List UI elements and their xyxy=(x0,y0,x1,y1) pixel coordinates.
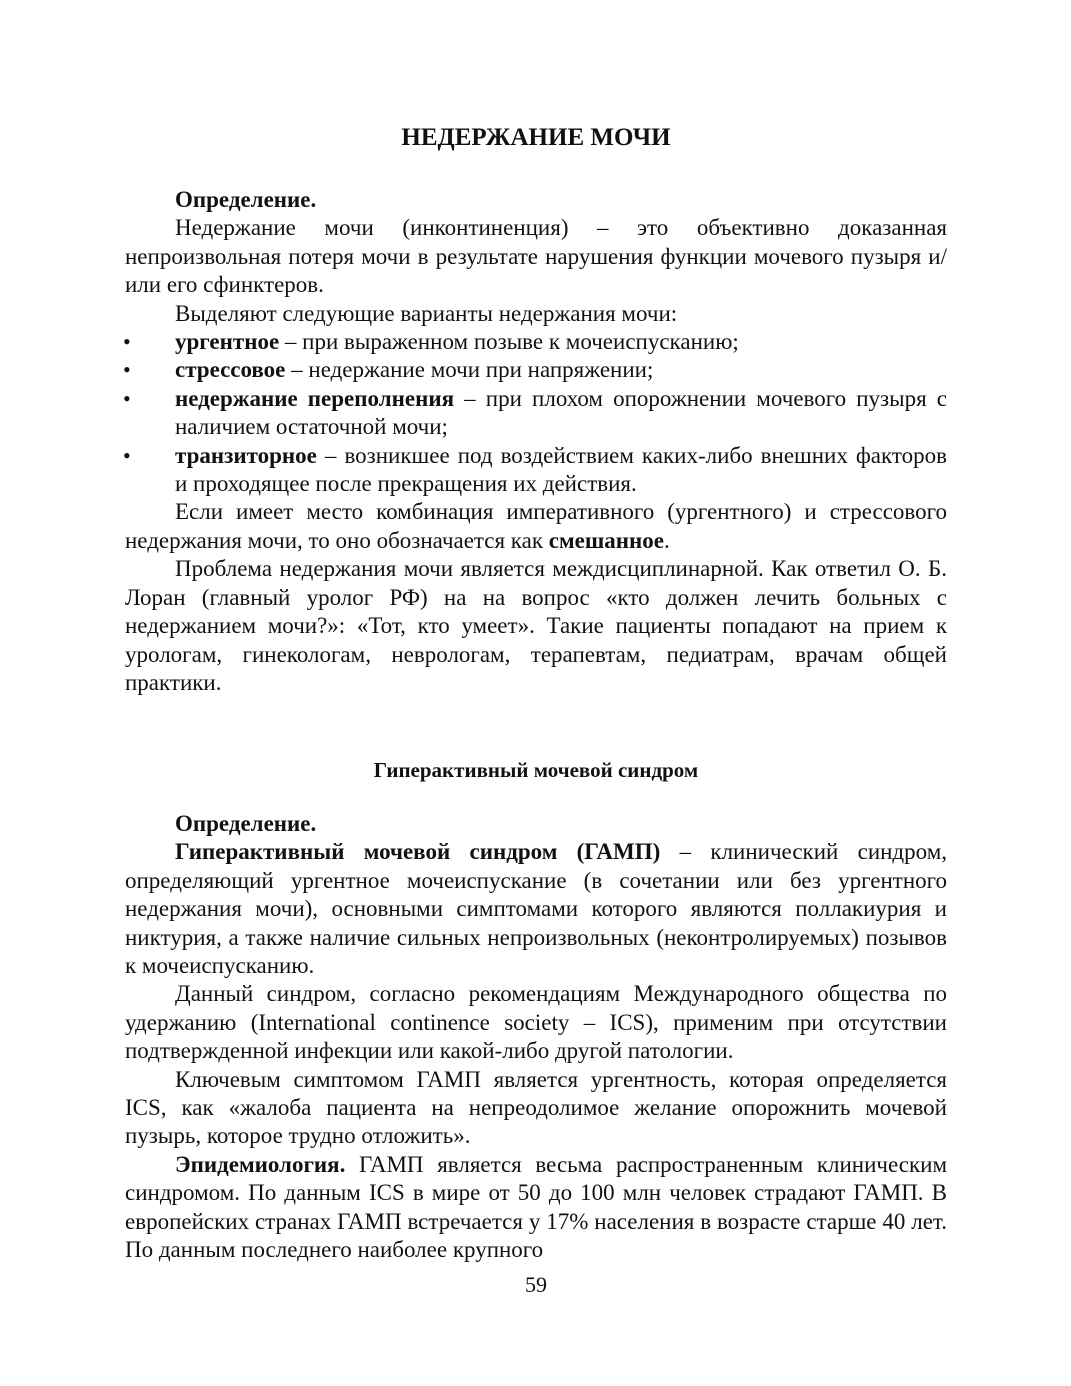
list-item xyxy=(125,385,947,442)
paragraph-variants-intro: Выделяют следующие варианты недержания мочи: xyxy=(175,300,678,326)
term-mixed: смешанное xyxy=(548,527,664,553)
definition-heading: Определение. xyxy=(175,187,317,212)
bullet-icon: • xyxy=(123,385,131,411)
term-description: – при плохом опорожнении мочевого пузыря с наличием остаточной мочи; xyxy=(175,385,947,440)
paragraph-urgency: Ключевым симптомом ГАМП является ургентность, которая определяется ICS, как «жалоба пациента на непреодолимое желание опорожнить мочевой пузырь, которое трудно отложить». xyxy=(125,1066,947,1149)
chapter-title: НЕДЕРЖАНИЕ МОЧИ xyxy=(401,124,671,151)
variants-list xyxy=(125,328,947,498)
term-bold: транзиторное xyxy=(175,442,317,468)
page-number: 59 xyxy=(525,1272,547,1297)
paragraph-oab-definition xyxy=(125,838,947,980)
section-title-oab: Гиперактивный мочевой синдром xyxy=(373,758,699,782)
term-oab: Гиперактивный мочевой синдром (ГАМП) xyxy=(175,839,661,865)
paragraph-epidemiology xyxy=(125,1151,947,1265)
definition-heading: Определение. xyxy=(175,811,317,836)
term-bold: недержание переполнения xyxy=(175,385,455,411)
paragraph-epidemiology-text: ГАМП является весьма распространенным клиническим синдромом. По данным ICS в мире от 50 до 100 млн человек страдают ГАМП. В европейских странах ГАМП встречается у 17% населения в возрасте старше 40 лет. По данным последнего наиболее крупного xyxy=(125,1151,947,1263)
bullet-icon: • xyxy=(123,329,131,355)
paragraph-mixed xyxy=(125,498,947,555)
paragraph-definition: Недержание мочи (инконтиненция) – это объективно доказанная непроизвольная потеря мочи в результате нарушения функции мочевого пузыря и/или его сфинктеров. xyxy=(125,215,947,298)
term-epidemiology: Эпидемиология. xyxy=(175,1151,346,1177)
term-bold: стрессовое xyxy=(175,357,286,383)
paragraph-interdisciplinary: Проблема недержания мочи является междисциплинарной. Как ответил О. Б. Лоран (главный уролог РФ) на на вопрос «кто должен лечить больных с недержанием мочи?»: «Тот, кто умеет». Такие пациенты попадают на прием к урологам, гинекологам, неврологам, терапевтам, педиатрам, врачам общей практики. xyxy=(125,556,947,695)
paragraph-oab-text: – клинический синдром, определяющий ургентное мочеиспускание (в сочетании или без ургентного недержания мочи), основными симптомами которого являются поллакиурия и никтурия, а также наличие сильных непроизвольных (неконтролируемых) позывов к мочеиспусканию. xyxy=(125,839,948,979)
term-description: – при выраженном позыве к мочеиспусканию; xyxy=(279,329,739,355)
paragraph-mixed-text: Если имеет место комбинация императивного (ургентного) и стрессового недержания мочи, то оно обозначается как xyxy=(125,499,947,553)
term-description: – возникшее под воздействием каких-либо внешних факторов и проходящее после прекращения их действия. xyxy=(175,442,947,497)
list-item xyxy=(125,328,947,356)
section-oab xyxy=(125,810,947,1265)
term-description: – недержание мочи при напряжении; xyxy=(285,357,654,383)
list-item xyxy=(125,442,947,499)
paragraph-ics: Данный синдром, согласно рекомендациям Международного общества по удержанию (International continence society – ICS), применим при отсутствии подтвержденной инфекции или какой-либо другой патологии. xyxy=(125,981,947,1064)
bullet-icon: • xyxy=(123,442,131,468)
term-bold: ургентное xyxy=(175,329,280,355)
bullet-icon: • xyxy=(123,357,131,383)
section-incontinence xyxy=(125,186,947,697)
list-item xyxy=(125,356,947,384)
paragraph-mixed-end: . xyxy=(663,527,670,553)
